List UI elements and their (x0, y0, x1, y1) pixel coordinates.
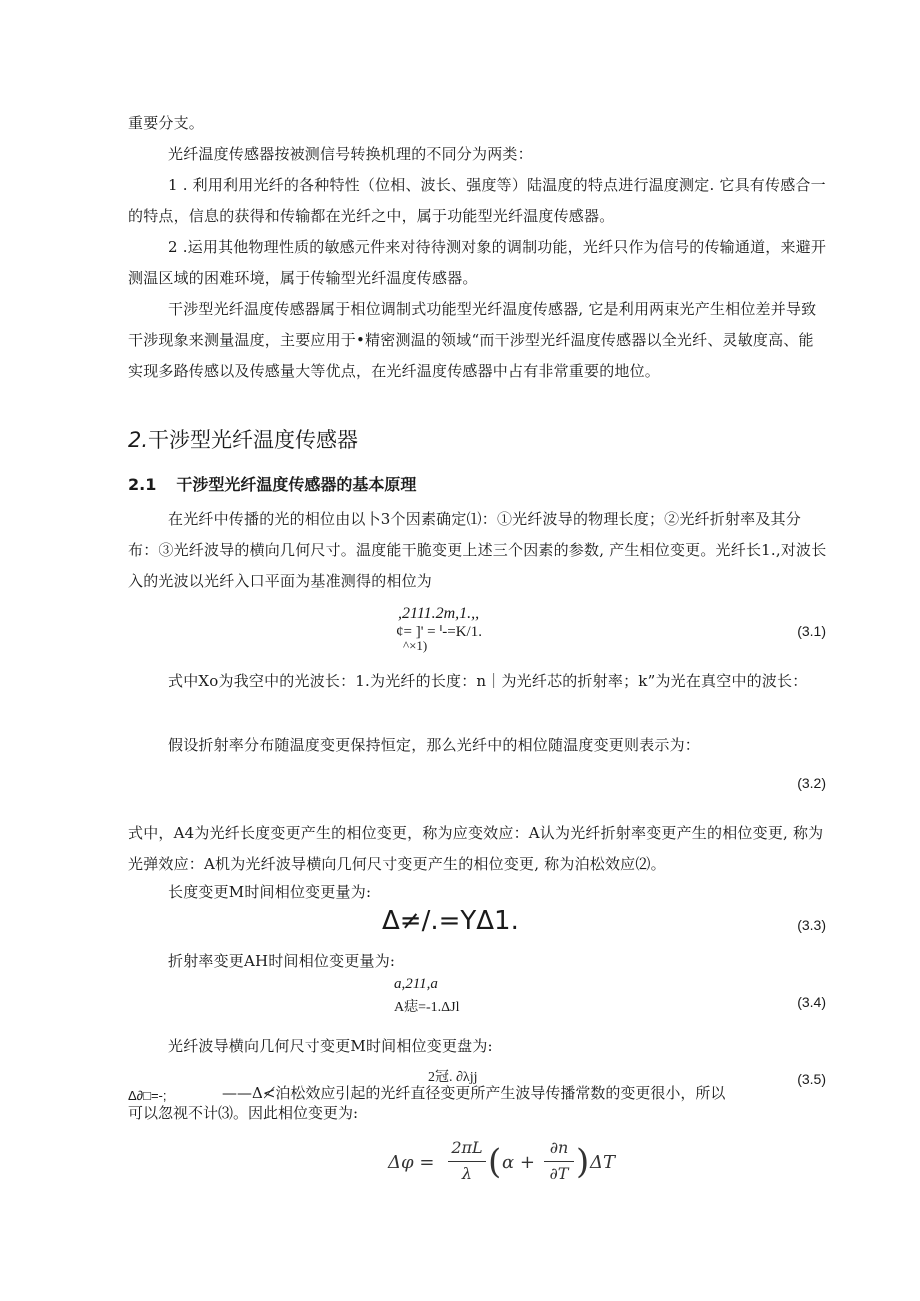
section-heading (128, 424, 358, 454)
equation-number-3-4: (3.4) (797, 994, 826, 1010)
section-title: 干涉型光纤温度传感器 (148, 428, 359, 452)
paragraph-2: 光纤温度传感器按被测信号转换机理的不同分为两类： (168, 145, 533, 163)
final-equation-dn: ∂n (549, 1138, 569, 1157)
final-equation-partial-bar (544, 1161, 574, 1162)
equation-3-5-prefix: Δ∂□=-; (128, 1088, 167, 1103)
final-equation-dT: ∂T (549, 1164, 569, 1183)
left-paren: ( (488, 1142, 502, 1182)
equation-3-4-line1: a,211,a (394, 976, 438, 992)
paragraph-1: 重要分支。 (128, 114, 205, 132)
equation-number-3-2: (3.2) (797, 775, 826, 791)
paragraph-4: 2 .运用其他物理性质的敏感元件来对待待测对象的调制功能，光纤只作为信号的传输通道，来避开测温区域的困难环境，属于传输型光纤温度传感器。 (128, 238, 827, 287)
subsection-title: 干涉型光纤温度传感器的基本原理 (176, 475, 417, 494)
paragraph-13-line2: 可以忽视不计⑶。因此相位变更为: (128, 1104, 359, 1122)
final-equation-numerator: 2πL (451, 1138, 483, 1157)
section-number: 2. (128, 428, 149, 452)
equation-number-3-1: (3.1) (797, 623, 826, 639)
paragraph-7: 式中Xo为我空中的光波长：1.为光纤的长度：n｜为光纤芯的折射率；k”为光在真空中的波长： (168, 672, 808, 690)
final-equation-denominator: λ (461, 1164, 473, 1183)
subsection-heading (128, 472, 416, 495)
equation-3-5-line1: 2冠. ∂λjj (428, 1070, 478, 1085)
paragraph-9: 式中，A4为光纤长度变更产生的相位变更，称为应变效应：A认为光纤折射率变更产生的相位变更, 称为光弹效应：A机为光纤波导横向几何尺寸变更产生的相位变更, 称为泊松效应⑵。 (128, 824, 824, 873)
final-equation-tail: ΔT (590, 1152, 616, 1173)
paragraph-8: 假设折射率分布随温度变更保持恒定，那么光纤中的相位随温度变更则表示为： (168, 736, 701, 754)
final-equation-fraction-bar (448, 1161, 486, 1162)
paragraph-13-line1: ——Δ≮泊松效应引起的光纤直径变更所产生波导传播常数的变更很小，所以 (222, 1084, 726, 1102)
equation-number-3-5: (3.5) (797, 1071, 826, 1087)
final-equation-alpha: α + (502, 1152, 535, 1173)
right-paren: ) (576, 1142, 590, 1182)
equation-3-4-line2: A痣=-1.ΔJl (394, 1000, 460, 1015)
final-equation-lhs: Δφ = (388, 1152, 435, 1173)
equation-number-3-3: (3.3) (797, 917, 826, 933)
paragraph-11: 折射率变更AH时间相位变更量为: (168, 952, 396, 970)
subsection-number: 2.1 (128, 475, 157, 494)
equation-3-1-line1: ,2111.2m,1.,, (398, 605, 480, 622)
paragraph-3: 1 . 利用利用光纤的各种特性（位相、波长、强度等）陆温度的特点进行温度测定. 它具有传感合一的特点，信息的获得和传输都在光纤之中，属于功能型光纤温度传感器。 (128, 176, 826, 225)
equation-3-1-line3: ^×1) (403, 638, 428, 653)
paragraph-10: 长度变更M时间相位变更量为: (168, 883, 372, 901)
equation-3-3: Δ≠/.=YΔ1. (382, 906, 519, 936)
equation-3-1-line2: ¢= ]' = ᑊ-=K/1. (396, 624, 482, 640)
paragraph-5: 干涉型光纤温度传感器属于相位调制式功能型光纤温度传感器, 它是利用两束光产生相位差并导致干涉现象来测量温度，主要应用于•精密测温的领域“而干涉型光纤温度传感器以全光纤、灵敏度高、能实现多路传感以及传感量大等优点，在光纤温度传感器中占有非常重要的地位。 (128, 300, 817, 380)
paragraph-6: 在光纤中传播的光的相位由以卜3个因素确定⑴：①光纤波导的物理长度；②光纤折射率及其分布：③光纤波导的横向几何尺寸。温度能干脆变更上述三个因素的参数, 产生相位变更。光纤长1.,对波长入的光波以光纤入口平面为基准测得的相位为 (128, 510, 827, 590)
paragraph-12: 光纤波导横向几何尺寸变更M时间相位变更盘为: (168, 1037, 493, 1055)
